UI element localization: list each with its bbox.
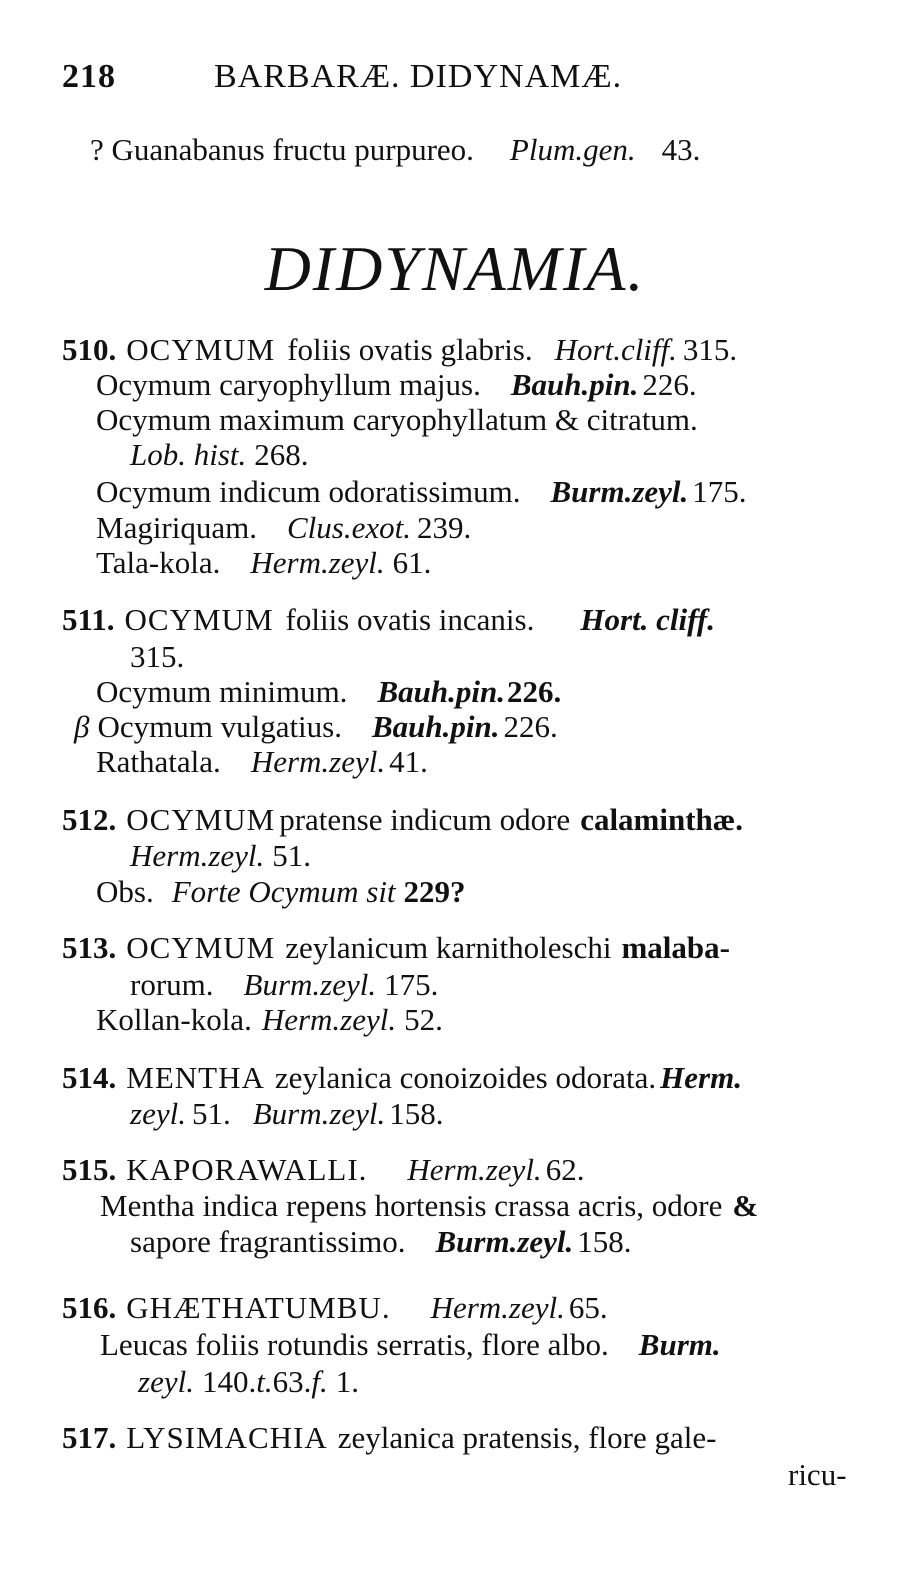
text-segment: sapore fragrantissimo. <box>130 1224 406 1259</box>
text-segment: t. <box>256 1364 273 1399</box>
text-segment: foliis ovatis glabris. <box>287 332 533 367</box>
text-segment: Forte Ocymum sit <box>171 874 396 909</box>
text-line <box>100 1186 758 1226</box>
text-segment: MENTHA <box>126 1060 265 1095</box>
text-line <box>130 637 184 677</box>
text-segment: 315. <box>682 332 738 367</box>
text-segment: Plum.gen. <box>509 132 636 167</box>
text-line <box>96 672 561 712</box>
text-segment: 62. <box>545 1152 585 1187</box>
text-segment: malaba- <box>621 930 730 965</box>
text-segment: ricu- <box>788 1457 847 1492</box>
text-segment: Burm.zeyl. <box>243 967 377 1002</box>
text-segment: 41. <box>389 744 428 779</box>
text-line <box>90 130 700 170</box>
text-segment: Herm.zeyl. <box>130 838 265 873</box>
text-line <box>96 742 428 782</box>
text-line <box>96 365 697 405</box>
text-segment: Herm. <box>660 1060 742 1095</box>
text-segment: Ocymum indicum odoratissimum. <box>96 474 521 509</box>
text-line <box>130 1222 632 1262</box>
text-segment: OCYMUM <box>126 930 276 965</box>
text-line <box>62 330 737 370</box>
text-line <box>96 400 698 440</box>
text-segment: Burm. <box>638 1327 721 1362</box>
text-segment: Burm.zeyl. <box>435 1224 574 1259</box>
text-segment: 51. <box>191 1096 231 1131</box>
text-segment: calaminthæ. <box>580 802 743 837</box>
text-line <box>130 836 311 876</box>
text-segment: 43. <box>661 132 701 167</box>
text-segment: OCYMUM <box>126 332 276 367</box>
text-segment: Magiriquam. <box>96 510 257 545</box>
page-number: 218 <box>62 58 116 95</box>
section-title: DIDYNAMIA. <box>264 233 646 304</box>
text-segment: β <box>74 709 90 744</box>
text-segment: 158. <box>389 1096 444 1131</box>
text-segment: Herm.zeyl. <box>261 1002 397 1037</box>
text-segment: 510. <box>62 332 117 367</box>
text-segment: zeylanica pratensis, flore gale- <box>337 1420 717 1455</box>
text-segment: Burm.zeyl. <box>550 474 689 509</box>
text-segment: 175. <box>692 474 747 509</box>
text-segment: zeyl. <box>138 1364 194 1399</box>
text-segment: OCYMUM <box>126 802 276 837</box>
text-segment: 515. <box>62 1152 117 1187</box>
text-segment: & <box>732 1188 759 1223</box>
text-segment: 158. <box>577 1224 632 1259</box>
text-segment: pratense indicum odore <box>279 802 571 837</box>
running-header <box>62 58 862 96</box>
text-segment: 226. <box>642 367 697 402</box>
text-segment: Tala-kola. <box>96 545 221 580</box>
text-line <box>74 707 558 747</box>
text-segment: 511. <box>62 602 115 637</box>
text-line <box>62 928 730 968</box>
text-line <box>62 1150 584 1190</box>
text-segment: zeyl. <box>130 1096 186 1131</box>
text-segment: Ocymum caryophyllum majus. <box>96 367 481 402</box>
text-segment: Mentha indica repens hortensis crassa acris, odore <box>100 1188 723 1223</box>
text-segment: Clus.exot. <box>287 510 411 545</box>
text-line <box>96 1000 443 1040</box>
text-segment: Hort. cliff. <box>580 602 715 637</box>
text-line <box>96 872 466 912</box>
text-line <box>96 472 747 512</box>
text-segment: zeylanica conoizoides odorata. <box>274 1060 657 1095</box>
text-segment: 268. <box>254 437 309 472</box>
text-segment: Ocymum vulgatius. <box>97 709 342 744</box>
text-segment: 61. <box>392 545 432 580</box>
text-segment: Bauh.pin. <box>377 674 505 709</box>
text-line <box>62 800 743 840</box>
text-segment: LYSIMACHIA <box>126 1420 328 1455</box>
text-segment: 52. <box>404 1002 443 1037</box>
text-segment: Bauh.pin. <box>372 709 500 744</box>
text-line <box>130 1094 444 1134</box>
text-segment: 226. <box>506 674 562 709</box>
text-segment: 175. <box>384 967 439 1002</box>
text-segment: Lob. hist. <box>130 437 247 472</box>
text-segment: 517. <box>62 1420 117 1455</box>
text-line <box>62 1418 716 1458</box>
text-segment: KAPORAWALLI. <box>126 1152 368 1187</box>
text-segment: Leucas foliis rotundis serratis, flore albo. <box>100 1327 609 1362</box>
text-line <box>96 508 471 548</box>
text-segment: Burm.zeyl. <box>252 1096 386 1131</box>
text-line <box>62 1288 608 1328</box>
text-segment: OCYMUM <box>124 602 274 637</box>
text-segment: 140. <box>201 1364 257 1399</box>
text-segment: Herm.zeyl. <box>430 1290 565 1325</box>
text-line <box>100 1325 721 1365</box>
text-line <box>788 1455 847 1495</box>
text-segment: Bauh.pin. <box>510 367 639 402</box>
text-segment: rorum. <box>130 967 214 1002</box>
text-segment: 226. <box>503 709 558 744</box>
text-segment: Hort.cliff. <box>554 332 677 367</box>
text-segment: ? Guanabanus fructu purpureo. <box>90 132 474 167</box>
text-segment: Ocymum minimum. <box>96 674 348 709</box>
text-segment: Herm.zeyl. <box>250 545 385 580</box>
text-segment: Herm.zeyl. <box>250 744 386 779</box>
text-segment: 315. <box>130 639 185 674</box>
text-line <box>138 1362 359 1402</box>
text-segment: 51. <box>272 838 312 873</box>
text-line <box>96 543 431 583</box>
text-line <box>62 1058 742 1098</box>
text-segment: 512. <box>62 802 117 837</box>
running-title: BARBARÆ. DIDYNAMÆ. <box>214 58 623 95</box>
text-segment: foliis ovatis incanis. <box>285 602 535 637</box>
text-line <box>62 600 715 640</box>
text-segment: 63. <box>272 1364 312 1399</box>
text-segment: f. <box>311 1364 328 1399</box>
text-segment: 239. <box>417 510 472 545</box>
text-segment: 514. <box>62 1060 117 1095</box>
text-segment: 516. <box>62 1290 117 1325</box>
text-segment: 65. <box>568 1290 608 1325</box>
text-line <box>130 965 438 1005</box>
text-line <box>130 435 309 475</box>
text-segment: 513. <box>62 930 117 965</box>
text-segment: Rathatala. <box>96 744 221 779</box>
text-segment: Herm.zeyl. <box>407 1152 542 1187</box>
text-segment: zeylanicum karnitholeschi <box>285 930 612 965</box>
text-segment: Ocymum maximum caryophyllatum & citratum. <box>96 402 698 437</box>
text-segment: Obs. <box>96 874 154 909</box>
text-segment: 229? <box>403 874 466 909</box>
text-segment: GHÆTHATUMBU. <box>126 1290 391 1325</box>
text-segment: Kollan-kola. <box>96 1002 252 1037</box>
text-segment: 1. <box>335 1364 359 1399</box>
